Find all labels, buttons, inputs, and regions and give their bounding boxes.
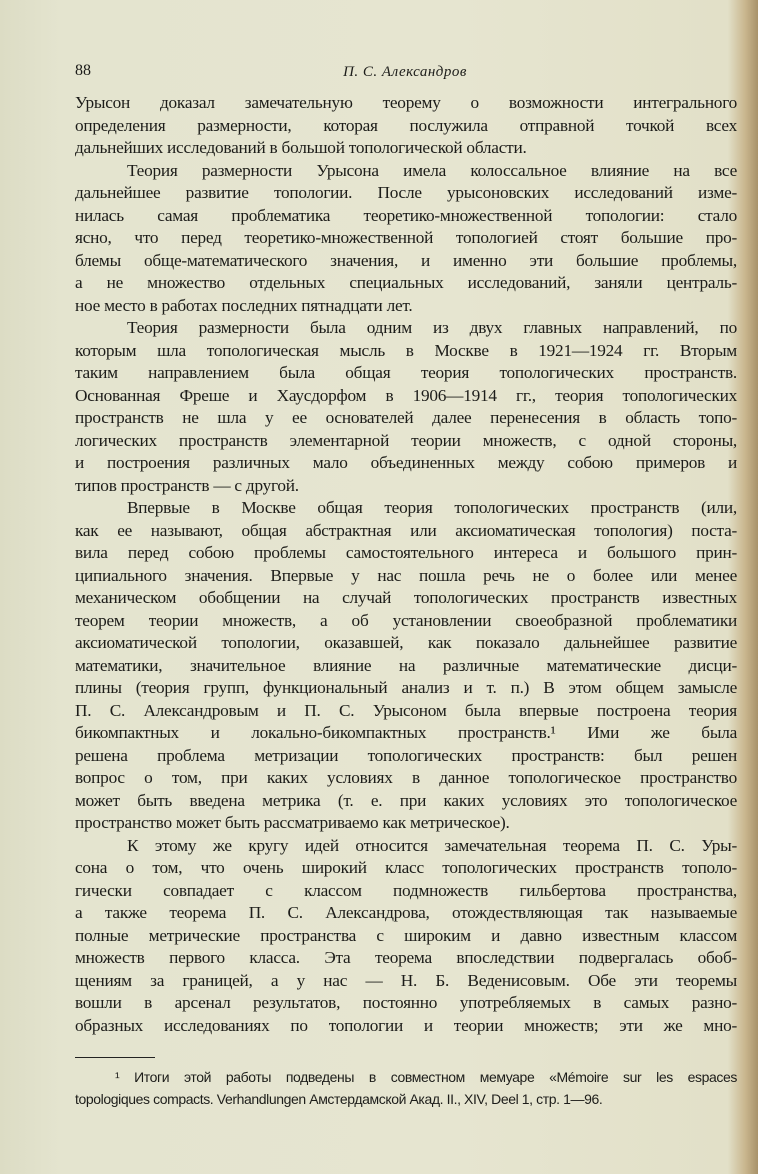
text-line: гически совпадает с классом подмножеств гильбертова пространства, <box>75 880 737 900</box>
text-line: определения размерности, которая послужила отправной точкой всех <box>75 115 737 135</box>
text-line: ципиального значения. Впервые у нас пошла речь не о более или менее <box>75 565 737 585</box>
text-line: вопрос о том, при каких условиях в данное топологическое пространство <box>75 768 737 787</box>
text-line: сона о том, что очень широкий класс топологических пространств тополо- <box>75 858 737 877</box>
text-line: типов пространств — с другой. <box>75 475 299 495</box>
footnote <box>75 1066 737 1110</box>
text-line: Урысон доказал замечательную теорему о возможности интегрального <box>75 93 737 112</box>
page-header <box>75 62 735 84</box>
text-line: механическом обобщении на случай топологических пространств известных <box>75 588 737 607</box>
text-line: дальнейших исследований в большой топологической области. <box>75 138 527 157</box>
text-line: П. С. Александровым и П. С. Урысоном была впервые построена теория <box>75 700 737 720</box>
text-line: пространство может быть рассматриваемо как метрическое). <box>75 813 510 832</box>
text-line: таким направлением была общая теория топологических пространств. <box>75 363 737 382</box>
running-head: П. С. Александров <box>343 64 467 80</box>
text-line: блемы обще-математического значения, и именно эти большие проблемы, <box>75 250 737 270</box>
footnote-line: topologiques compacts. Verhandlungen Амстердамской Акад. II., XIV, Deel 1, стр. 1—96. <box>75 1091 603 1107</box>
text-line: плины (теория групп, функциональный анализ и т. п.) В этом общем замысле <box>75 678 737 697</box>
text-line: Основанная Фреше и Хаусдорфом в 1906—1914 гг., теория топологических <box>75 385 737 405</box>
text-line: пространств не шла у ее основателей далее перенесения в область топо- <box>75 408 737 427</box>
text-line: бикомпактных и локально-бикомпактных пространств.¹ Ими же была <box>75 723 737 742</box>
text-line: ясно, что перед теоретико-множественной топологией стоят большие про- <box>75 228 737 247</box>
footnote-divider <box>75 1057 155 1058</box>
text-line: как ее называют, общая абстрактная или аксиоматическая топология) поста- <box>75 520 737 540</box>
paragraph <box>75 835 737 1038</box>
text-line: а не множество отдельных специальных исследований, заняли централь- <box>75 273 737 292</box>
paragraph <box>75 92 737 160</box>
text-line: математики, значительное влияние на различные математические дисци- <box>75 655 737 675</box>
footnote-line: ¹ Итоги этой работы подведены в совместном мемуаре «Mémoire sur les espaces <box>115 1069 737 1085</box>
text-line: множеств первого класса. Эта теорема впоследствии подвергалась обоб- <box>75 948 737 967</box>
text-line: образных исследованиях по топологии и теории множеств; эти же мно- <box>75 1015 737 1035</box>
text-line: может быть введена метрика (т. е. при каких условиях это топологическое <box>75 790 737 810</box>
text-line: теорем теории множеств, а об установлении своеобразной проблематики <box>75 610 737 630</box>
paragraph <box>75 317 737 497</box>
text-line: К этому же кругу идей относится замечательная теорема П. С. Уры- <box>127 835 737 855</box>
text-line: дальнейшее развитие топологии. После урысоновских исследований изме- <box>75 183 737 202</box>
text-line: логических пространств элементарной теории множеств, с одной стороны, <box>75 430 737 450</box>
page-number: 88 <box>75 62 91 79</box>
text-line: вила перед собою проблемы самостоятельного интереса и большого прин- <box>75 543 737 562</box>
text-line: Впервые в Москве общая теория топологических пространств (или, <box>127 498 737 517</box>
text-line: и построения различных мало объединенных между собою примеров и <box>75 453 737 472</box>
text-line: ное место в работах последних пятнадцати лет. <box>75 295 413 315</box>
text-line: Теория размерности Урысона имела колоссальное влияние на все <box>127 160 737 180</box>
text-line: а также теорема П. С. Александрова, отождествляющая так называемые <box>75 903 737 922</box>
text-line: щениям за границей, а у нас — Н. Б. Веденисовым. Обе эти теоремы <box>75 970 737 990</box>
paragraph <box>75 497 737 835</box>
text-line: которым шла топологическая мысль в Москве в 1921—1924 гг. Вторым <box>75 340 737 360</box>
paragraph <box>75 160 737 318</box>
text-line: полные метрические пространства с широким и давно известным классом <box>75 925 737 945</box>
text-line: вошли в арсенал результатов, постоянно употребляемых в самых разно- <box>75 993 737 1012</box>
body-text <box>75 92 737 1037</box>
text-line: нилась самая проблематика теоретико-множественной топологии: стало <box>75 205 737 225</box>
text-line: решена проблема метризации топологических пространств: был решен <box>75 745 737 765</box>
text-line: аксиоматической топологии, оказавшей, как показало дальнейшее развитие <box>75 633 737 652</box>
text-line: Теория размерности была одним из двух главных направлений, по <box>127 318 737 337</box>
